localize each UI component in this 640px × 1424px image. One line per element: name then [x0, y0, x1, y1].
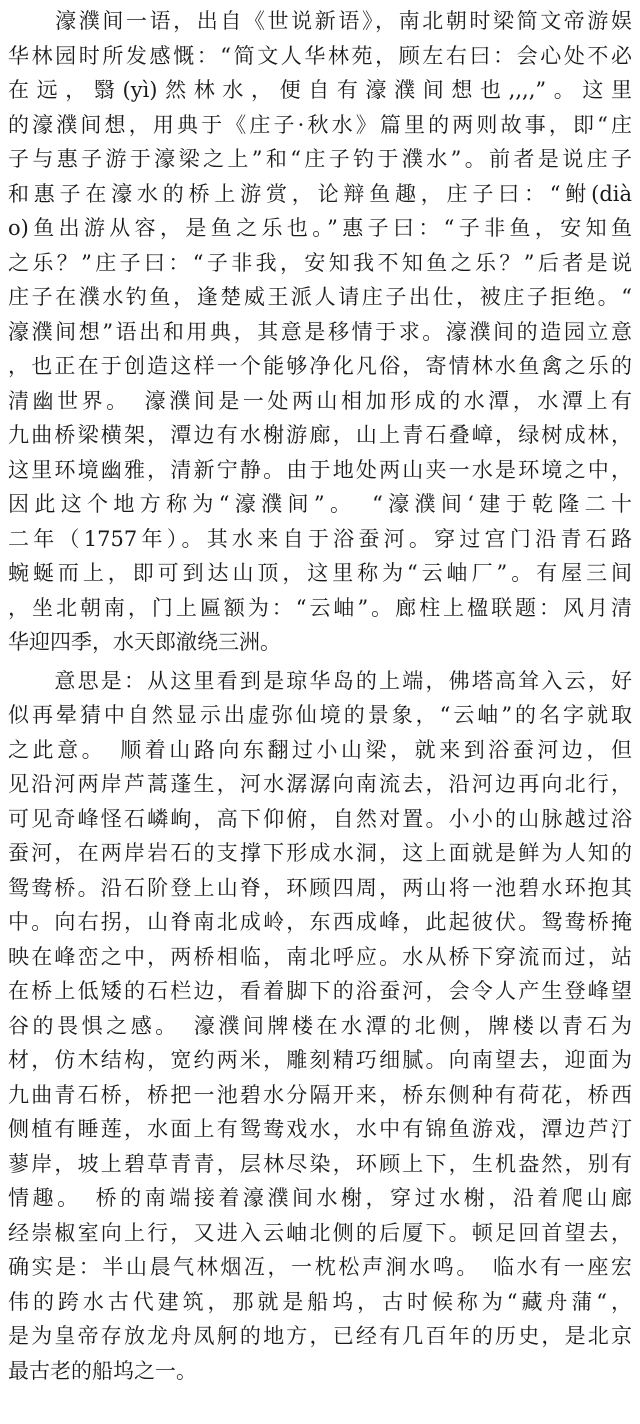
text-line: 在远，翳(yì)然林水，便自有濠濮间想也,,,,”。这里	[8, 78, 632, 102]
text-line: o)鱼出游从容，是鱼之乐也。”惠子曰：“子非鱼，安知鱼	[8, 216, 632, 240]
text-line: 濠濮间想”语出和用典，其意是移情于求。濠濮间的造园立意	[8, 319, 632, 344]
text-line: 之此意。 顺着山路向东翻过小山梁，就来到浴蚕河边，但	[8, 737, 632, 762]
text-line: 意思是：从这里看到是琼华岛的上端，佛塔高耸入云，好	[8, 668, 632, 693]
text-line: 中。向右拐，山脊南北成岭，东西成峰，此起彼伏。鸳鸯桥掩	[8, 910, 632, 934]
text-line: 九曲青石桥，桥把一池碧水分隔开来，桥东侧种有荷花，桥西	[8, 1082, 632, 1107]
text-line: 是为皇帝存放龙舟凤舸的地方，已经有几百年的历史，是北京	[8, 1324, 632, 1348]
text-line: 可见奇峰怪石嶙峋，高下仰俯，自然对置。小小的山脉越过浴	[8, 806, 632, 831]
text-line: 蜿蜒而上，即可到达山顶，这里称为“云岫厂”。有屋三间	[8, 561, 632, 585]
text-line: 濠濮间一语，出自《世说新语》，南北朝时梁简文帝游娱	[8, 9, 632, 33]
text-line: 最古老的船坞之一。	[8, 1358, 197, 1383]
text-line: 见沿河两岸芦蒿蓬生，河水潺潺向南流去，沿河边再向北行，	[8, 772, 632, 796]
text-line: 鸳鸯桥。沿石阶登上山脊，环顾四周，两山将一池碧水环抱其	[8, 875, 632, 900]
text-line: 侧植有睡莲，水面上有鸳鸯戏水，水中有锦鱼游戏，潭边芦汀	[8, 1117, 632, 1141]
text-line: 谷的畏惧之感。 濠濮间牌楼在水潭的北侧，牌楼以青石为	[8, 1013, 632, 1038]
text-line: 九曲桥梁横架，潭边有水榭游廊，山上青石叠嶂，绿树成林，	[8, 423, 632, 447]
text-line: 二年（1757年）。其水来自于浴蚕河。穿过宫门沿青石路	[8, 526, 632, 551]
text-line: 清幽世界。 濠濮间是一处两山相加形成的水潭，水潭上有	[8, 388, 632, 413]
text-line: 华迎四季，水天郎澈绕三洲。	[8, 630, 281, 654]
text-line: 材，仿木结构，宽约两米，雕刻精巧细腻。向南望去，迎面为	[8, 1048, 632, 1072]
text-line: 伟的跨水古代建筑，那就是船坞，古时候称为“藏舟蒲“，	[8, 1289, 632, 1314]
text-line: 确实是：半山晨气林烟冱，一枕松声涧水鸣。 临水有一座宏	[8, 1255, 632, 1279]
text-line: 子与惠子游于濠梁之上”和“庄子钓于濮水”。前者是说庄子	[8, 147, 632, 171]
paragraph-1	[8, 4, 632, 660]
text-line: 蚕河，在两岸岩石的支撑下形成水洞，这上面就是鲜为人知的	[8, 841, 632, 865]
text-line: 庄子在濮水钓鱼，逢楚威王派人请庄子出仕，被庄子拒绝。“	[8, 285, 632, 309]
text-line: 因此这个地方称为“濠濮间”。 “濠濮间‘建于乾隆二十	[8, 492, 632, 516]
text-line: 经崇椒室向上行，又进入云岫北侧的后厦下。顿足回首望去，	[8, 1220, 632, 1245]
text-line: 映在峰峦之中，两桥相临，南北呼应。水从桥下穿流而过，站	[8, 944, 632, 969]
text-line: 之乐？”庄子曰：“子非我，安知我不知鱼之乐？”后者是说	[8, 250, 632, 275]
text-line: 似再晕猜中自然显示出虚弥仙境的景象，“云岫”的名字就取	[8, 703, 632, 727]
text-line: ，也正在于创造这样一个能够净化凡俗，寄情林水鱼禽之乐的	[8, 354, 632, 378]
text-line: 这里环境幽雅，清新宁静。由于地处两山夹一水是环境之中，	[8, 457, 632, 482]
text-line: 蓼岸，坡上碧草青青，层林尽染，环顾上下，生机盎然，别有	[8, 1151, 632, 1176]
paragraph-2	[8, 664, 632, 1389]
text-line: 在桥上低矮的石栏边，看着脚下的浴蚕河，会令人产生登峰望	[8, 979, 632, 1003]
text-line: 和惠子在濠水的桥上游赏，论辩鱼趣，庄子曰：“鲋(dià	[8, 181, 632, 206]
text-line: 华林园时所发感慨：“简文人华林苑，顾左右曰：会心处不必	[8, 43, 632, 68]
text-line: 情趣。 桥的南端接着濠濮间水榭，穿过水榭，沿着爬山廊	[8, 1186, 632, 1210]
text-line: ，坐北朝南，门上匾额为：“云岫”。廊柱上楹联题：风月清	[8, 595, 632, 620]
text-line: 的濠濮间想，用典于《庄子·秋水》篇里的两则故事，即“庄	[8, 112, 632, 137]
